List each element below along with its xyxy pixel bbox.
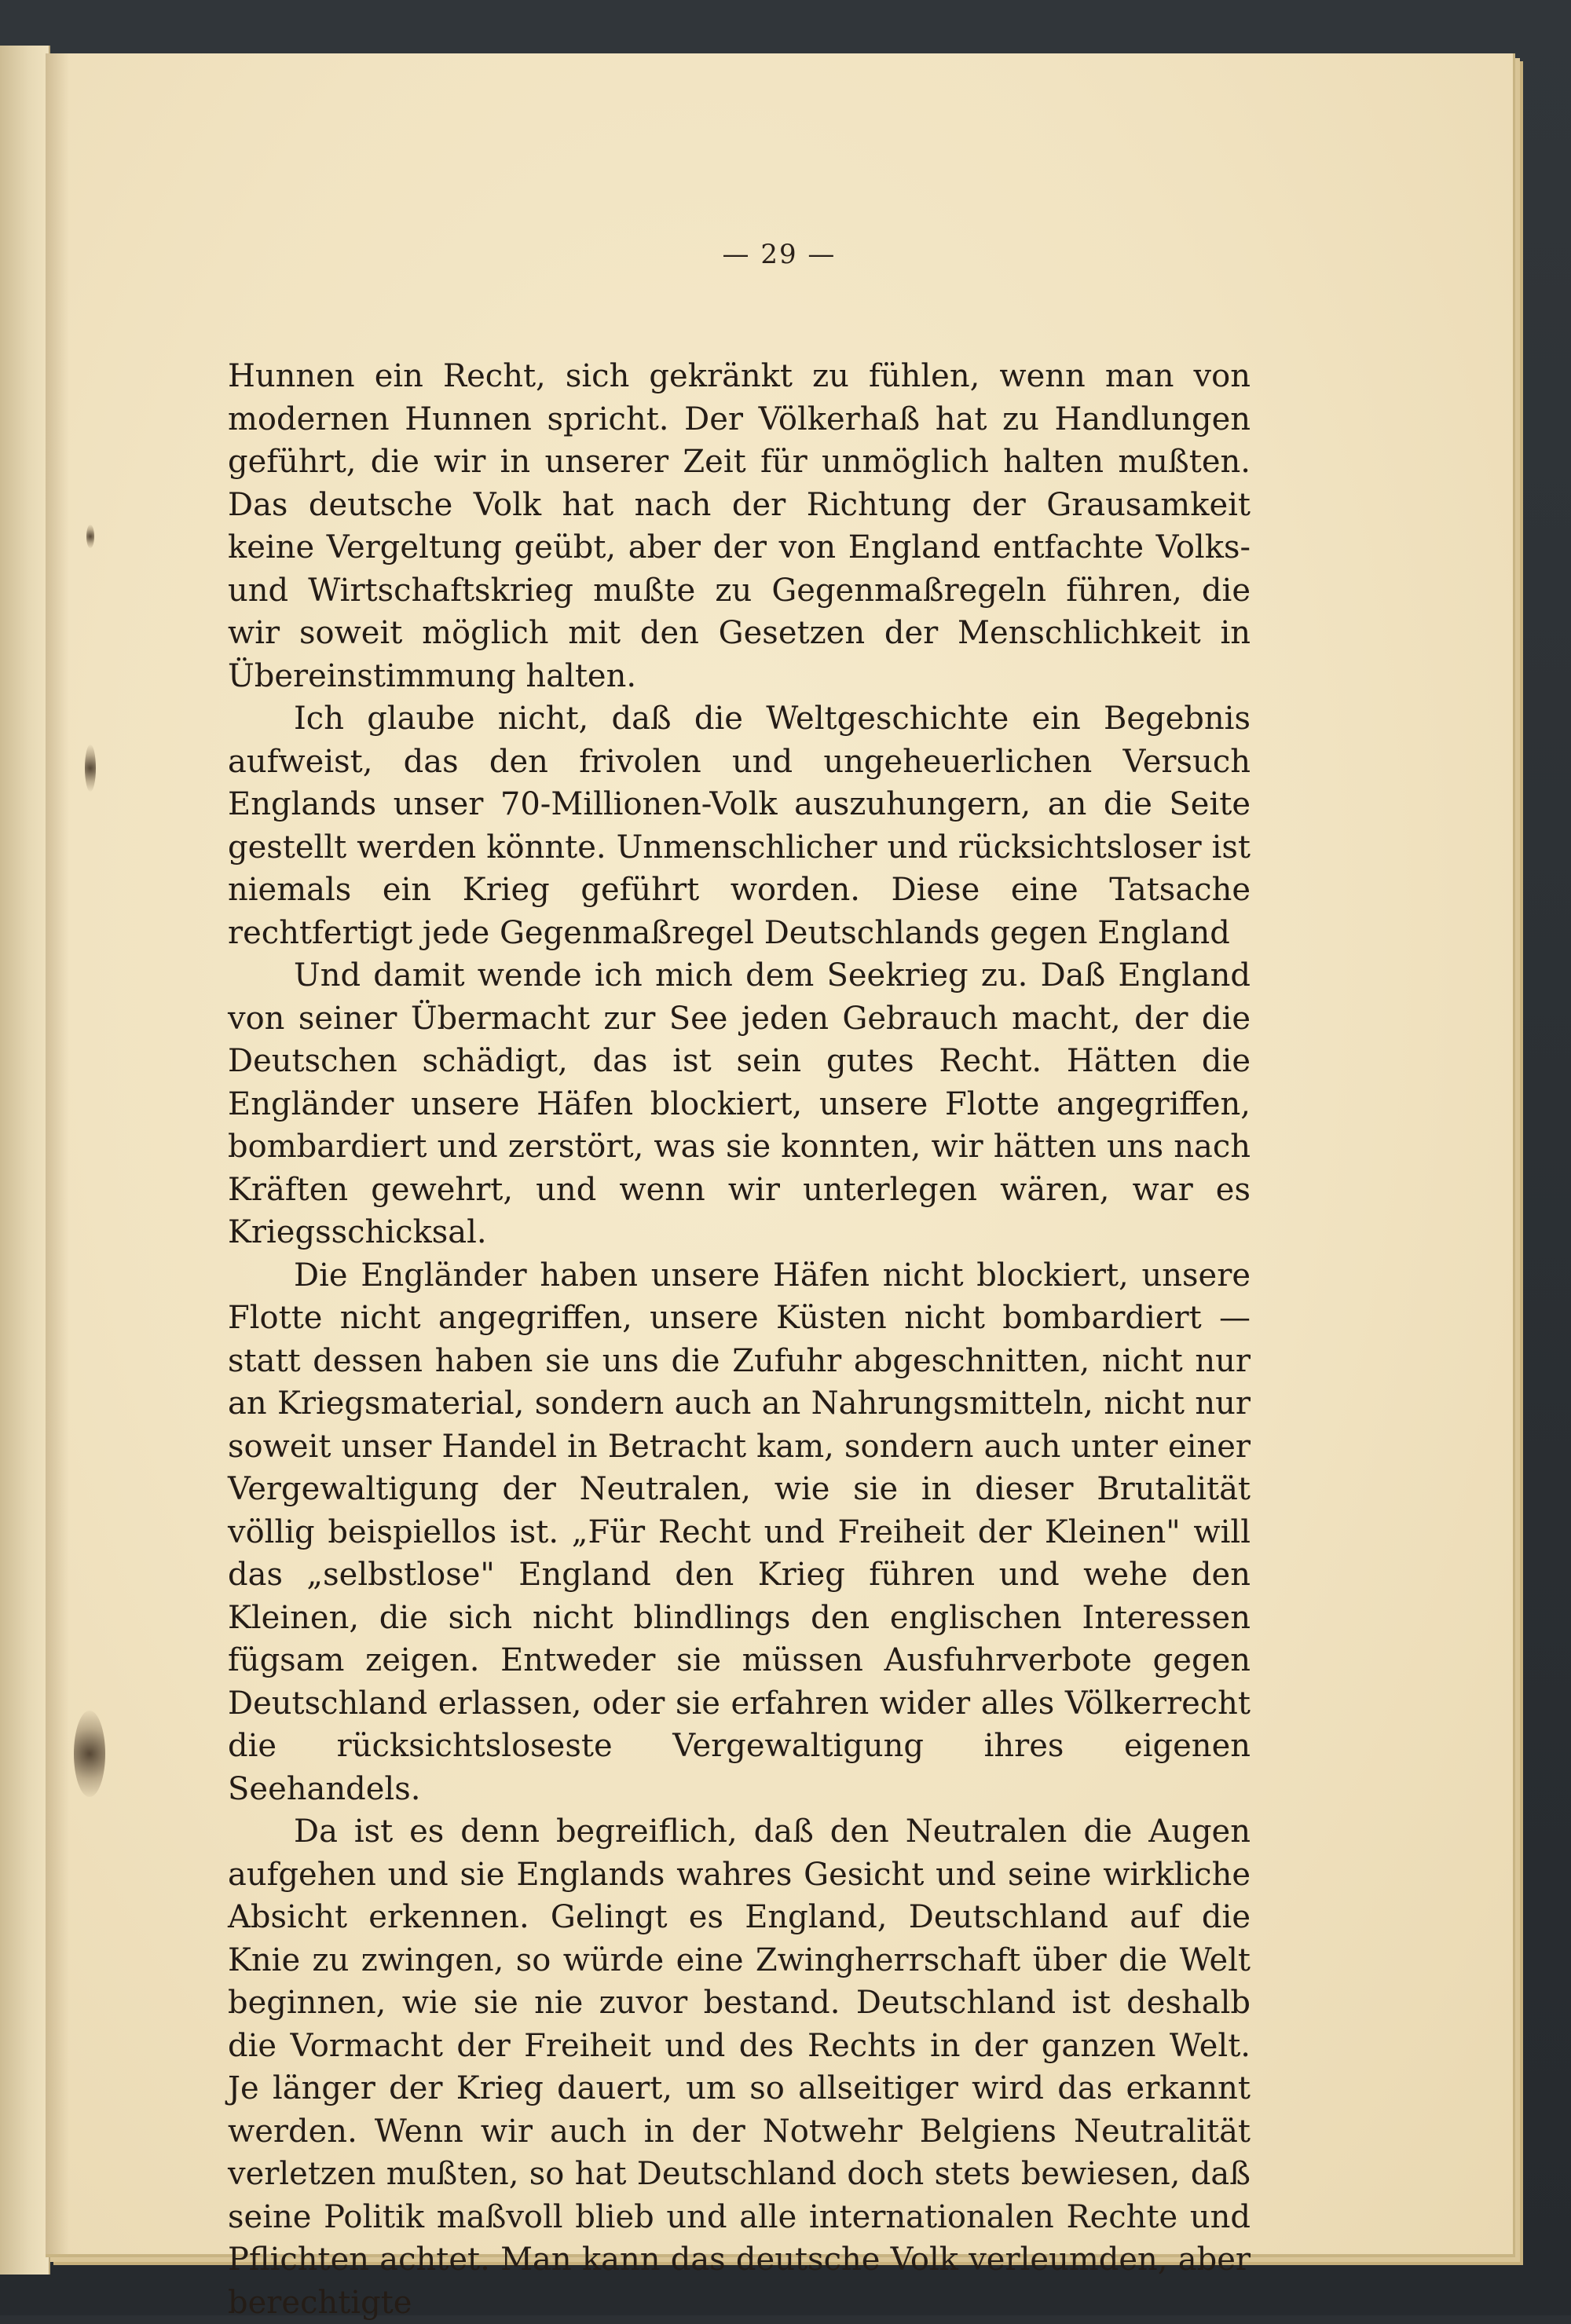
paragraph: Da ist es denn begreiflich, daß den Neutralen die Augen aufgehen und sie Englands wahres Gesicht und seine wirkliche Absicht erkennen. Gelingt es England, Deutschland auf die Knie zu zwingen, so würde eine Zwingherrschaft über die Welt beginnen, wie sie nie zuvor bestand. Deutschland ist deshalb die Vormacht der Freiheit und des Rechts in der ganzen Welt. Je länger der Krieg dauert, um so allseitiger wird das erkannt werden. Wenn wir auch in der Notwehr Belgiens Neutralität verletzen mußten, so hat Deutschland doch stets bewiesen, daß seine Politik maßvoll blieb und alle internationalen Rechte und Pflichten achtet. Man kann das deutsche Volk verleumden, aber berechtigte <box>228 1813 1251 2321</box>
previous-page-edge <box>0 46 50 2275</box>
ink-stain <box>74 1711 105 1797</box>
paragraph: Ich glaube nicht, daß die Weltgeschichte ein Begebnis aufweist, das den frivolen und ungeheuerlichen Versuch Englands unser 70-Millionen-Volk auszuhungern, an die Seite gestellt werden könnte. Unmenschlicher und rücksichtsloser ist niemals ein Krieg geführt worden. Diese eine Tatsache rechtfertigt jede Gegenmaßregel Deutschlands gegen England <box>228 701 1251 951</box>
ink-stain <box>85 745 96 792</box>
paragraph: Die Engländer haben unsere Häfen nicht blockiert, unsere Flotte nicht angegriffen, unsere Küsten nicht bombardiert — statt dessen haben sie uns die Zufuhr abgeschnitten, nicht nur an Kriegsmaterial, sondern auch an Nahrungsmitteln, nicht nur soweit unser Handel in Betracht kam, sondern auch unter einer Vergewaltigung der Neutralen, wie sie in dieser Brutalität völlig beispiellos ist. „Für Recht und Freiheit der Kleinen" will das „selbstlose" England den Krieg führen und wehe den Kleinen, die sich nicht blindlings den englischen Interessen fügsam zeigen. Entweder sie müssen Ausfuhrverbote gegen Deutschland erlassen, oder sie erfahren wider alles Völkerrecht die rücksichtsloseste Vergewaltigung ihres eigenen Seehandels. <box>228 1257 1251 1807</box>
body-text <box>228 355 1251 2324</box>
paragraph: Und damit wende ich mich dem Seekrieg zu. Daß England von seiner Übermacht zur See jeden Gebrauch macht, der die Deutschen schädigt, das ist sein gutes Recht. Hätten die Engländer unsere Häfen blockiert, unsere Flotte angegriffen, bombardiert und zerstört, was sie konnten, wir hätten uns nach Kräften gewehrt, und wenn wir unterlegen wären, war es Kriegsschicksal. <box>228 957 1251 1250</box>
paragraph-continuation: Hunnen ein Recht, sich gekränkt zu fühlen, wenn man von modernen Hunnen spricht. Der Völkerhaß hat zu Handlungen geführt, die wir in unserer Zeit für unmöglich halten mußten. Das deutsche Volk hat nach der Richtung der Grausamkeit keine Vergeltung geübt, aber der von England entfachte Volks- und Wirtschaftskrieg mußte zu Gegenmaßregeln führen, die wir soweit möglich mit den Gesetzen der Menschlichkeit in Übereinstimmung halten. <box>228 358 1251 694</box>
ink-stain <box>86 525 94 548</box>
page-number: — 29 — <box>722 239 837 270</box>
binding-shadow <box>46 53 69 2254</box>
book-page <box>46 53 1515 2321</box>
